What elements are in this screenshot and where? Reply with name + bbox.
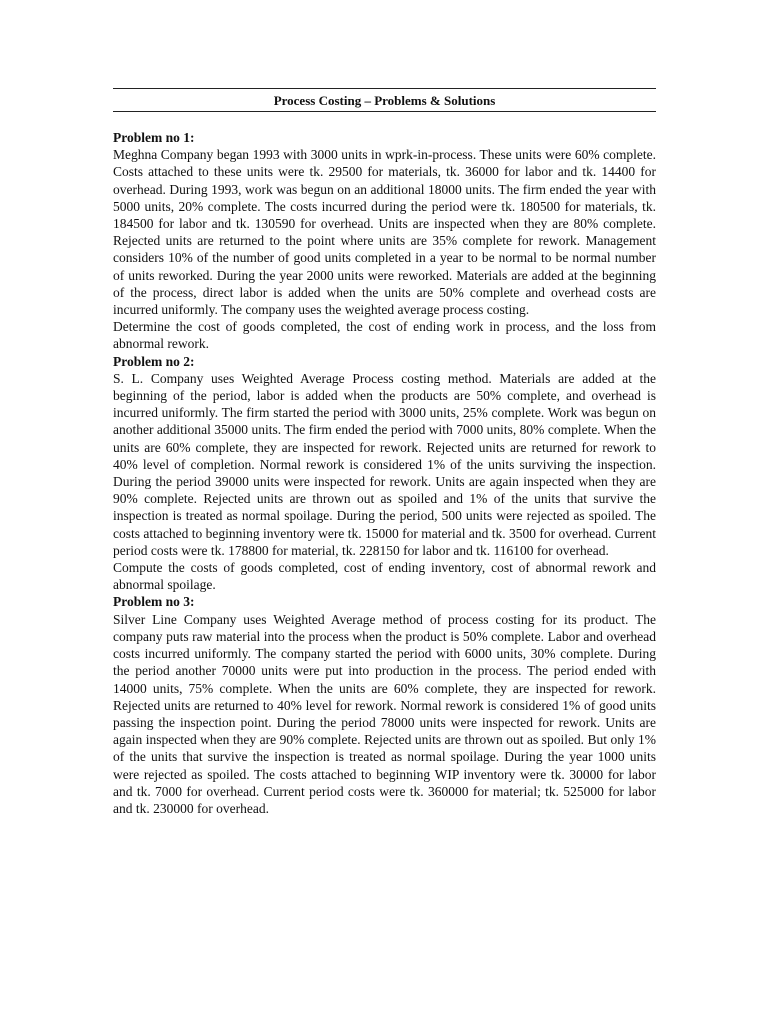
problem-2-question: Compute the costs of goods completed, cost of ending inventory, cost of abnormal rework and abnormal spoilage. [113,560,656,593]
problem-1-paragraph: Meghna Company began 1993 with 3000 units in wprk-in-process. These units were 60% complete. Costs attached to these units were tk. 29500 for materials, tk. 36000 for labor and tk. 14400 for overhead. During 1993, work was begun on an additional 18000 units. The firm ended the year with 5000 units, 20% complete. The costs incurred during the period were tk. 180500 for materials, tk. 184500 for labor and tk. 130590 for overhead. Units are inspected when they are 80% complete. Rejected units are returned to the point where units are 35% complete for rework. Management considers 10% of the number of good units completed in a year to be normal to be normal number of units reworked. During the year 2000 units were reworked. Materials are added at the beginning of the process, direct labor is added when the units are 50% complete and overhead costs are incurred uniformly. The company uses the weighted average process costing. [113,147,656,318]
problem-1-heading: Problem no 1: [113,130,195,145]
title-spacer [113,112,656,129]
problem-3-heading: Problem no 3: [113,594,195,610]
problem-3-paragraph: Silver Line Company uses Weighted Average method of process costing for its product. The company puts raw material into the process when the product is 50% complete. Labor and overhead costs incurred uniformly. The company started the period with 6000 units, 30% complete. During the period another 70000 units were put into production in the process. The period ended with 14000 units, 75% complete. When the units are 60% complete, they are inspected for rework. Rejected units are returned to 40% level for rework. Normal rework is considered 1% of good units passing the inspection point. During the period 78000 units were inspected for rework. Units are again inspected when they are 90% complete. Rejected units are thrown out as spoiled. But only 1% of the units that survive the inspection is treated as normal spoilage. During the year 1000 units were rejected as spoiled. The costs attached to beginning WIP inventory were tk. 30000 for labor and tk. 7000 for overhead. Current period costs were tk. 360000 for material; tk. 525000 for labor and tk. 230000 for overhead. [113,611,656,816]
document-page [113,88,656,817]
problem-1-question: Determine the cost of goods completed, the cost of ending work in process, and the loss from abnormal rework. [113,319,656,352]
problem-2-paragraph: S. L. Company uses Weighted Average Process costing method. Materials are added at the beginning of the period, labor is added when the products are 50% complete, and overhead is incurred uniformly. The firm started the period with 3000 units, 25% complete. Work was begun on another additional 35000 units. The firm ended the period with 7000 units, 80% complete. When the units are 60% complete, they are inspected for rework. Rejected units are returned for rework to 40% level of completion. Normal rework is considered 1% of the units surviving the inspection. During the period 39000 units were inspected for rework. Units are again inspected when they are 90% complete. Rejected units are thrown out as spoiled and 1% of the units that survive the inspection is treated as normal spoilage. During the period, 500 units were rejected as spoiled. The costs attached to beginning inventory were tk. 15000 for material and tk. 3500 for overhead. Current period costs were tk. 178800 for material, tk. 228150 for labor and tk. 116100 for overhead. [113,370,656,558]
problem-2-heading: Problem no 2: [113,353,195,369]
page-title: Process Costing – Problems & Solutions [273,93,496,108]
problem-2 [113,353,656,594]
problem-1 [113,129,656,353]
problem-3 [113,593,656,817]
